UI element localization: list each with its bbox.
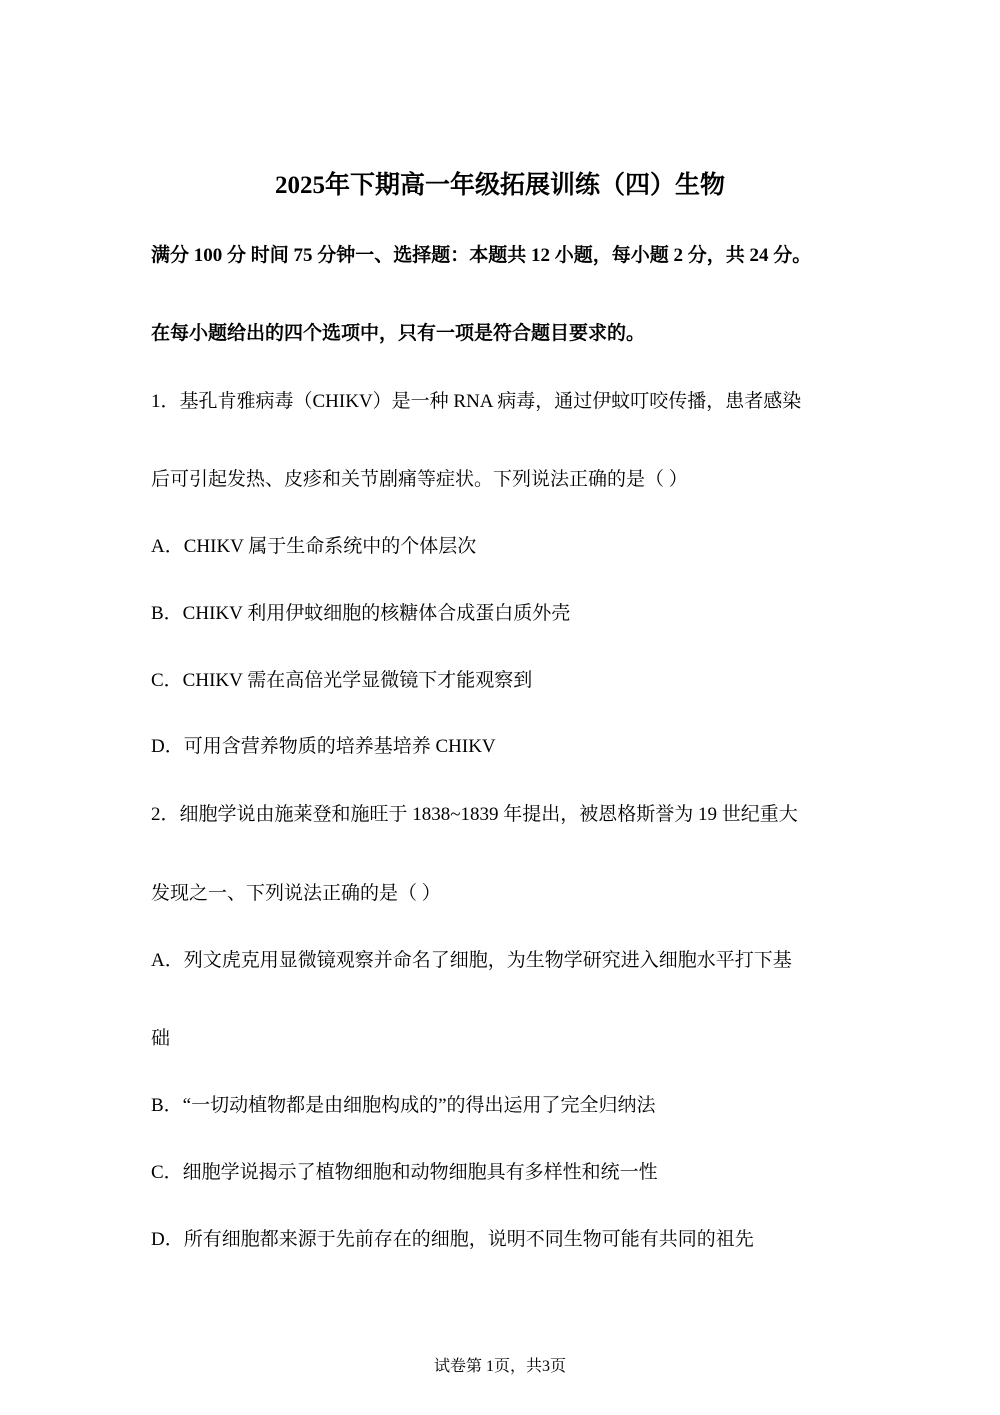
question-1-option-d: D．可用含营养物质的培养基培养 CHIKV bbox=[151, 736, 496, 757]
instructions-line-2: 在每小题给出的四个选项中，只有一项是符合题目要求的。 bbox=[151, 323, 646, 344]
question-2-option-c: C．细胞学说揭示了植物细胞和动物细胞具有多样性和统一性 bbox=[151, 1162, 658, 1183]
question-2-option-b: B．“一切动植物都是由细胞构成的”的得出运用了完全归纳法 bbox=[151, 1095, 656, 1116]
question-2-stem-line-2: 发现之一、下列说法正确的是（ ） bbox=[151, 883, 441, 904]
instructions-line-1: 满分 100 分 时间 75 分钟一、选择题：本题共 12 小题，每小题 2 分，共 24 分。 bbox=[151, 245, 812, 266]
question-2-option-d: D．所有细胞都来源于先前存在的细胞，说明不同生物可能有共同的祖先 bbox=[151, 1229, 754, 1250]
question-1-stem-line-2: 后可引起发热、皮疹和关节剧痛等症状。下列说法正确的是（ ） bbox=[151, 469, 688, 490]
question-1-option-b: B．CHIKV 利用伊蚊细胞的核糖体合成蛋白质外壳 bbox=[151, 603, 571, 624]
question-2-option-a-continued: 础 bbox=[151, 1028, 171, 1049]
question-1-option-a: A．CHIKV 属于生命系统中的个体层次 bbox=[151, 536, 477, 557]
question-1-stem-line-1: 1．基孔肯雅病毒（CHIKV）是一种 RNA 病毒，通过伊蚊叮咬传播，患者感染 bbox=[151, 391, 802, 412]
question-1-option-c: C．CHIKV 需在高倍光学显微镜下才能观察到 bbox=[151, 670, 533, 691]
question-2-stem-line-1: 2．细胞学说由施莱登和施旺于 1838~1839 年提出，被恩格斯誉为 19 世纪重大 bbox=[151, 804, 798, 825]
document-title: 2025年下期高一年级拓展训练（四）生物 bbox=[274, 172, 725, 199]
page-footer: 试卷第 1页，共3页 bbox=[433, 1358, 566, 1375]
question-2-option-a: A．列文虎克用显微镜观察并命名了细胞，为生物学研究进入细胞水平打下基 bbox=[151, 950, 792, 971]
